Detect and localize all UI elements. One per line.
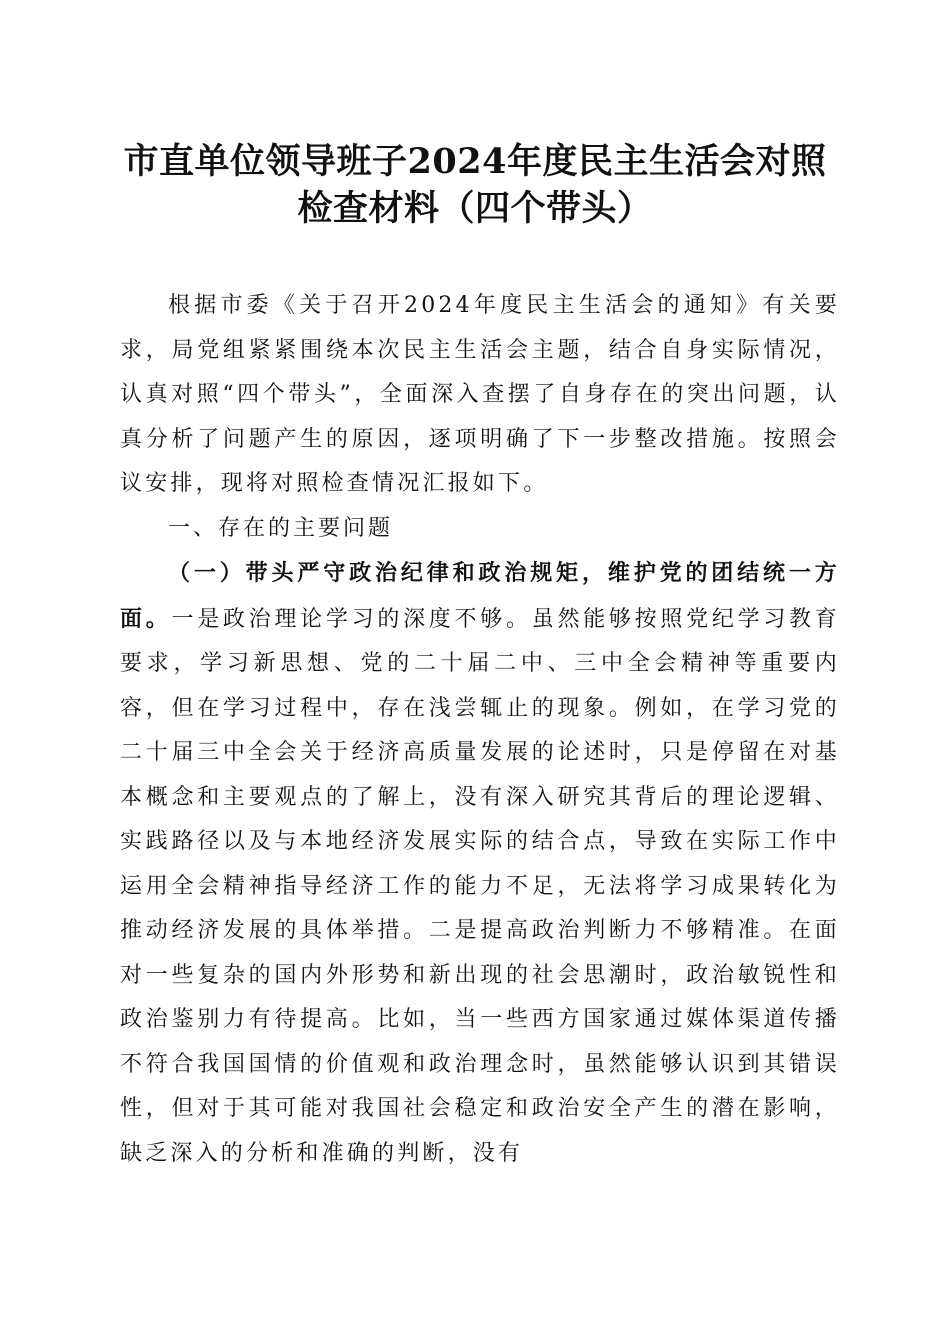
title-line-2: 检查材料（四个带头） [297, 188, 653, 229]
intro-paragraph: 根据市委《关于召开2024年度民主生活会的通知》有关要求，局党组紧紧围绕本次民主生活会主题，结合自身实际情况，认真对照“四个带头”，全面深入查摆了自身存在的突出问题，认真分析了问题产生的原因，逐项明确了下一步整改措施。按照会议安排，现将对照检查情况汇报如下。 [120, 293, 840, 496]
section-heading-1: 一、存在的主要问题 [168, 515, 394, 541]
title-line-1: 市直单位领导班子2024年度民主生活会对照 [123, 141, 827, 182]
subsection-paragraph-1 [120, 551, 840, 1176]
document-body [120, 284, 840, 1176]
subsection-heading-1: （一）带头严守政治纪律和政治规矩，维护党的团结统一方面。 [120, 560, 840, 632]
document-title [110, 138, 840, 232]
subsection-body-1: 一是政治理论学习的深度不够。虽然能够按照党纪学习教育要求，学习新思想、党的二十届二中、三中全会精神等重要内容，但在学习过程中，存在浅尝辄止的现象。例如，在学习党的二十届三中全会关于经济高质量发展的论述时，只是停留在对基本概念和主要观点的了解上，没有深入研究其背后的理论逻辑、实践路径以及与本地经济发展实际的结合点，导致在实际工作中运用全会精神指导经济工作的能力不足，无法将学习成果转化为推动经济发展的具体举措。二是提高政治判断力不够精准。在面对一些复杂的国内外形势和新出现的社会思潮时，政治敏锐性和政治鉴别力有待提高。比如，当一些西方国家通过媒体渠道传播不符合我国国情的价值观和政治理念时，虽然能够认识到其错误性，但对于其可能对我国社会稳定和政治安全产生的潜在影响，缺乏深入的分析和准确的判断，没有 [120, 606, 840, 1166]
